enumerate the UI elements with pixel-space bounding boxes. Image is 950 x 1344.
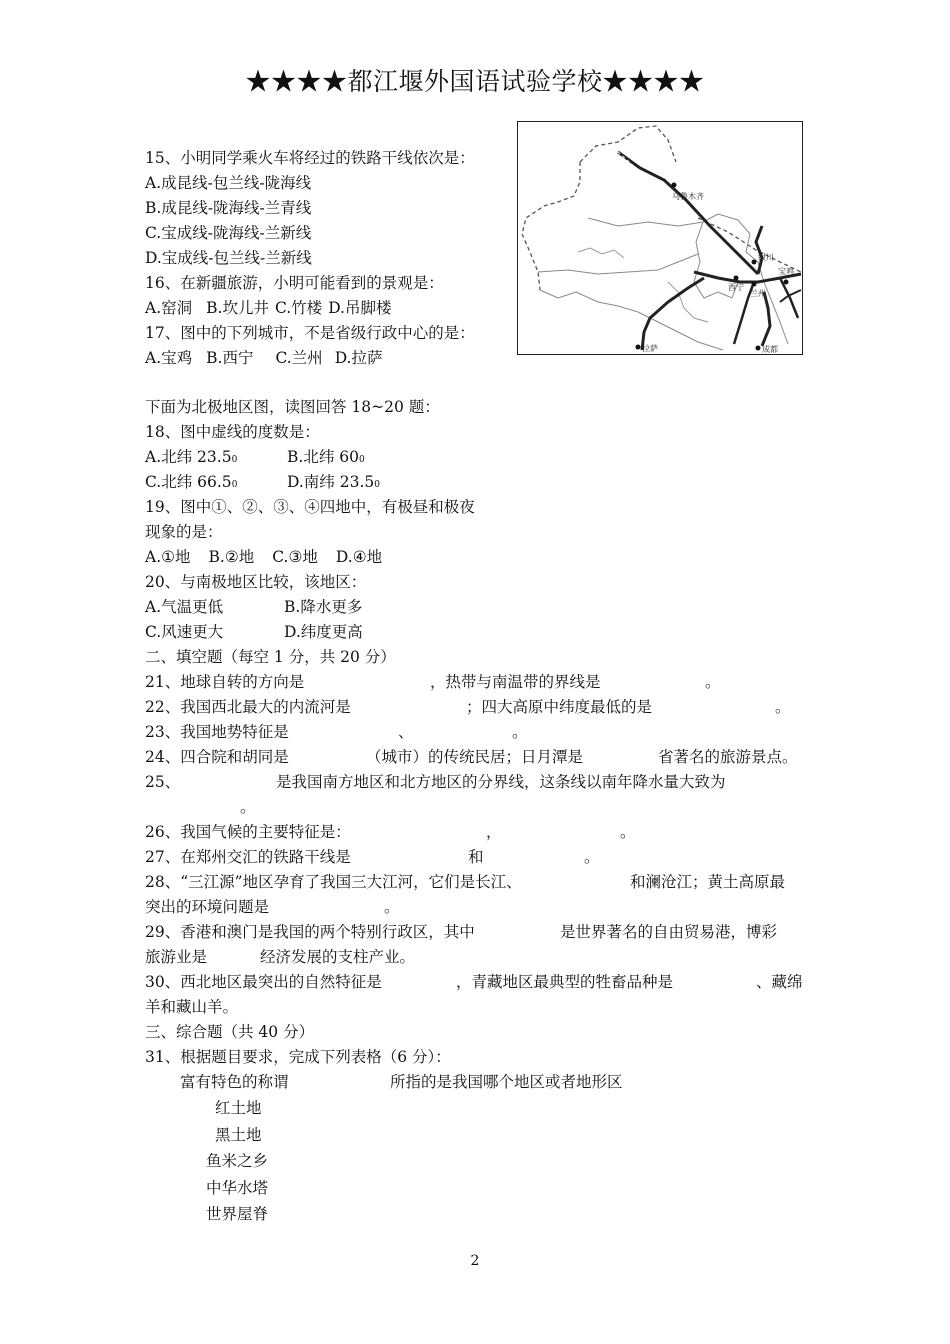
province-boundary	[538, 254, 698, 274]
q31-row: 鱼米之乡	[206, 1152, 269, 1170]
q29-part4: 经济发展的支柱产业。	[260, 948, 416, 966]
q18-stem: 18、图中虚线的度数是：	[145, 423, 320, 441]
city-label-xining: 西宁	[728, 283, 744, 292]
q17-options	[145, 348, 383, 368]
q31-col-header-1: 富有特色的称谓	[180, 1073, 289, 1091]
q23-part1: 23、我国地势特征是	[145, 723, 289, 741]
q20-stem: 20、与南极地区比较，该地区：	[145, 573, 367, 591]
q22-part2: ；四大高原中纬度最低的是	[466, 698, 653, 716]
q18-option-b	[287, 447, 365, 470]
railway-baocheng	[762, 292, 770, 346]
q27-part1: 27、在郑州交汇的铁路干线是	[145, 848, 351, 866]
q24-part2: （城市）的传统民居；日月潭是	[366, 748, 584, 766]
q30-part1: 30、西北地区最突出的自然特征是	[145, 973, 382, 991]
q24-part3: 省著名的旅游景点。	[658, 748, 798, 766]
railway-baolan	[756, 226, 762, 274]
q15-option-b: B.成昆线-陇海线-兰青线	[145, 199, 312, 217]
city-dot	[636, 345, 641, 350]
city-label-urumqi: 乌鲁木齐	[672, 192, 704, 201]
q26-part2: ，	[486, 823, 502, 841]
q19-options	[145, 547, 382, 567]
q15-option-d: D.宝成线-包兰线-兰新线	[145, 249, 312, 267]
q27-part3: 。	[584, 848, 600, 866]
q29-part2: 是世界著名的自由贸易港，博彩	[560, 923, 778, 941]
q17-stem: 17、图中的下列城市，不是省级行政中心的是：	[145, 324, 475, 342]
railway-map-figure	[517, 121, 803, 355]
city-dot	[756, 346, 761, 351]
q18-option-d	[287, 472, 380, 495]
railway-branch	[780, 278, 798, 318]
q29-part3: 旅游业是	[145, 948, 208, 966]
city-label-chengdu: 成都	[762, 345, 778, 354]
province-boundary	[588, 214, 738, 226]
q19-stem-line1: 19、图中①、②、③、④四地中，有极昼和极夜	[145, 498, 475, 516]
city-label-yinchuan: 银川	[758, 253, 774, 262]
q16-option-b: B.坎儿井	[206, 299, 269, 317]
q28-part4: 。	[384, 898, 400, 916]
q25-part2: 是我国南方地区和北方地区的分界线，这条线以南年降水量大致为	[276, 773, 726, 791]
q20-option-c: C.风速更大	[145, 623, 224, 641]
city-label-lhasa: 拉萨	[642, 344, 658, 353]
q31-row: 黑土地	[215, 1126, 262, 1144]
q22-part1: 22、我国西北最大的内流河是	[145, 698, 351, 716]
q19-option-c: C.③地	[272, 548, 318, 566]
q31-row: 世界屋脊	[206, 1205, 269, 1223]
q17-option-b: B.西宁	[206, 349, 254, 367]
city-dot	[752, 260, 757, 265]
q25-part1: 25、	[145, 773, 181, 791]
q26-part1: 26、我国气候的主要特征是：	[145, 823, 351, 841]
q20-option-b: B.降水更多	[284, 598, 363, 616]
q15-stem: 15、小明同学乘火车将经过的铁路干线依次是：	[145, 149, 475, 167]
q23-part2: 、	[398, 723, 414, 741]
q22-part3: 。	[775, 698, 791, 716]
city-dot	[784, 280, 789, 285]
page-number: 2	[470, 1253, 480, 1269]
q31-col-header-2: 所指的是我国哪个地区或者地形区	[390, 1073, 623, 1091]
degree-mark: 0	[374, 480, 380, 490]
section-2-heading: 二、填空题（每空 1 分，共 20 分）	[145, 648, 396, 666]
q20-option-a: A.气温更低	[145, 598, 224, 616]
q18-option-d-text: D.南纬 23.5	[287, 473, 375, 491]
q16-option-d: D.吊脚楼	[328, 299, 392, 317]
railway-map	[518, 122, 802, 354]
q18-option-a-text: A.北纬 23.5	[145, 448, 232, 466]
q18-option-b-text: B.北纬 60	[287, 448, 359, 466]
q19-option-d: D.④地	[335, 548, 383, 566]
border-dashed	[522, 162, 580, 234]
q26-part3: 。	[620, 823, 636, 841]
border-dashed	[522, 234, 540, 290]
city-dot	[672, 183, 677, 188]
q31-row: 中华水塔	[206, 1179, 269, 1197]
q19-option-b: B.②地	[208, 548, 255, 566]
q30-part4: 羊和藏山羊。	[145, 998, 239, 1016]
city-dot	[752, 282, 757, 287]
degree-mark: 0	[231, 455, 238, 465]
q30-part3: 、藏绵	[756, 973, 803, 991]
city-label-lanzhou: 兰州	[750, 289, 766, 298]
city-label-baoji: 宝鸡	[778, 267, 794, 276]
q28-part3: 突出的环境问题是	[145, 898, 270, 916]
intro-18-20: 下面为北极地区图，读图回答 18~20 题：	[145, 398, 440, 416]
q20-option-d: D.纬度更高	[284, 623, 363, 641]
q19-option-a: A.①地	[145, 548, 191, 566]
q28-part2: 和澜沧江；黄土高原最	[630, 873, 786, 891]
q25-part3: 。	[240, 798, 256, 816]
q30-part2: ，青藏地区最典型的牲畜品种是	[456, 973, 674, 991]
q21-part3: 。	[705, 673, 721, 691]
q21-part2: ，热带与南温带的界线是	[430, 673, 601, 691]
degree-mark: 0	[358, 455, 365, 465]
q27-part2: 和	[468, 848, 484, 866]
q15-option-a: A.成昆线-包兰线-陇海线	[145, 174, 312, 192]
q29-part1: 29、香港和澳门是我国的两个特别行政区，其中	[145, 923, 475, 941]
q31-row: 红土地	[215, 1099, 262, 1117]
q19-stem-line2: 现象的是：	[145, 523, 223, 541]
railway-qingzang	[642, 278, 704, 350]
q16-stem: 16、在新疆旅游，小明可能看到的景观是：	[145, 274, 444, 292]
q16-option-c: C.竹楼	[274, 299, 323, 317]
q18-option-c	[145, 472, 237, 495]
q31-stem: 31、根据题目要求，完成下列表格（6 分）：	[145, 1048, 451, 1066]
q24-part1: 24、四合院和胡同是	[145, 748, 289, 766]
q23-part3: 。	[512, 723, 528, 741]
q18-option-a	[145, 447, 237, 470]
q16-options	[145, 298, 392, 318]
section-3-heading: 三、综合题（共 40 分）	[145, 1023, 315, 1041]
degree-mark: 0	[231, 480, 238, 490]
q17-option-a: A.宝鸡	[145, 349, 193, 367]
q15-option-c: C.宝成线-陇海线-兰新线	[145, 224, 312, 242]
q17-option-d: D.拉萨	[334, 349, 383, 367]
river	[578, 248, 624, 258]
railway-lanxin	[618, 152, 758, 274]
q21-part1: 21、地球自转的方向是	[145, 673, 305, 691]
border-dashed	[580, 126, 676, 162]
q28-part1: 28、“三江源”地区孕育了我国三大江河，它们是长江、	[145, 873, 522, 891]
q18-option-c-text: C.北纬 66.5	[145, 473, 232, 491]
city-dot	[734, 276, 739, 281]
page-title: ★★★★都江堰外国语试验学校★★★★	[245, 67, 705, 96]
q17-option-c: C.兰州	[275, 349, 323, 367]
province-boundary	[540, 290, 723, 350]
q16-option-a: A.窑洞	[145, 299, 193, 317]
